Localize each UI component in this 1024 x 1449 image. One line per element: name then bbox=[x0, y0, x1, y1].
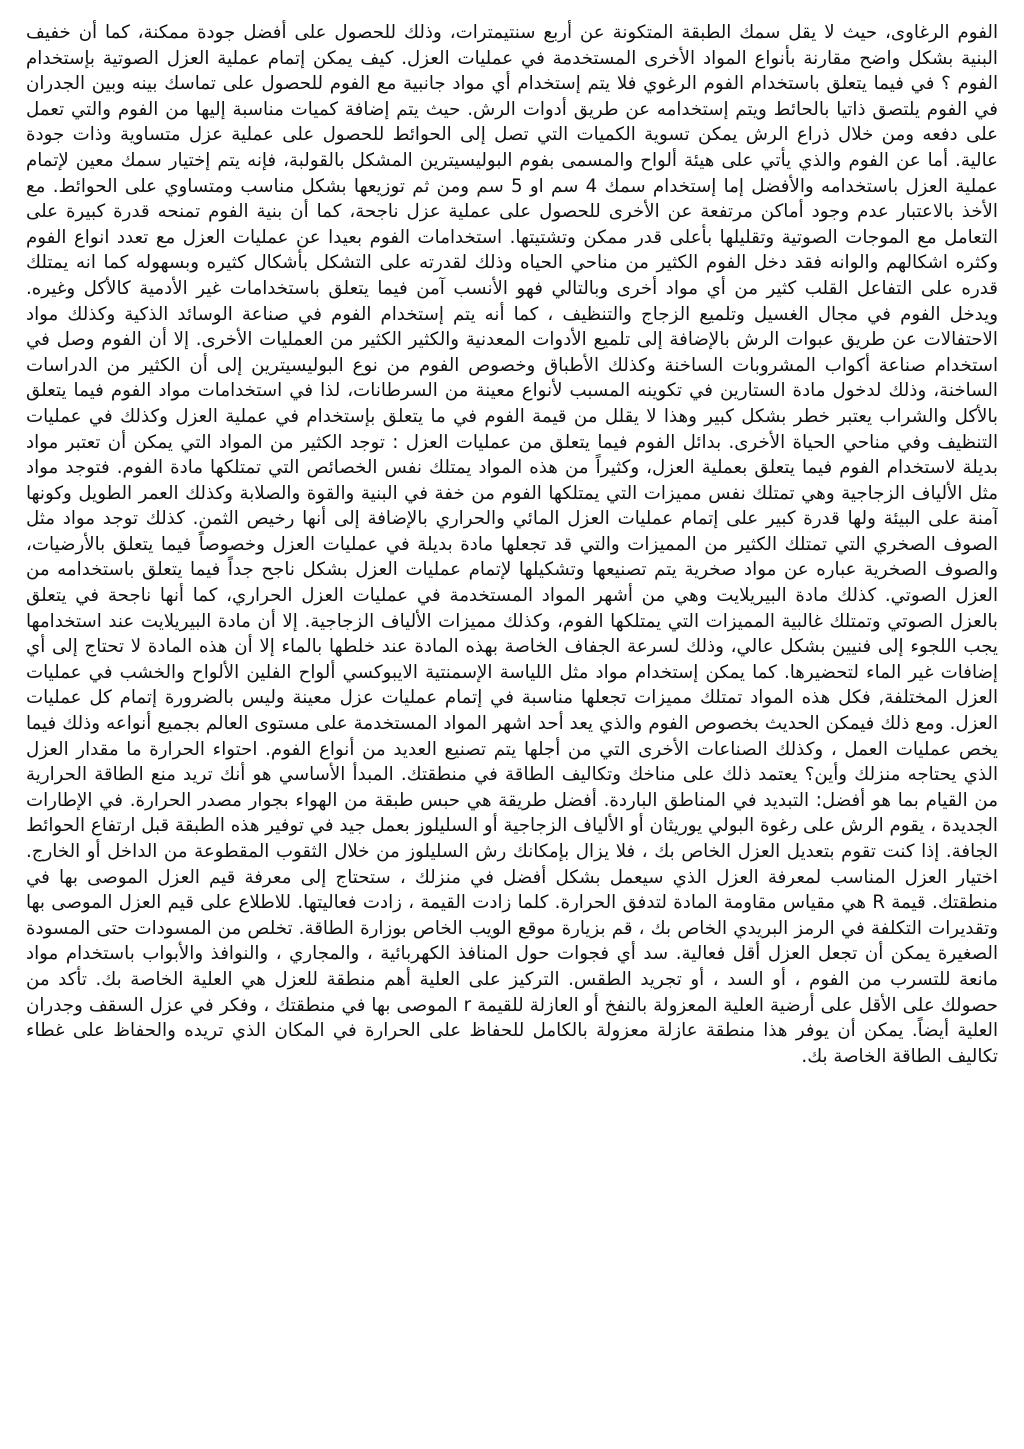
body-paragraph: الفوم الرغاوى، حيث لا يقل سمك الطبقة المتكونة عن أربع سنتيمترات، وذلك للحصول على أفضل جودة ممكنة، كما أن خفيف البنية بشكل واضح مقارنة بأنواع المواد الأخرى المستخدمة في عمليات العزل. كيف يمكن إتمام عملية العزل الصوتية بإستخدام الفوم ؟ في فيما يتعلق باستخدام الفوم الرغوي فلا يتم إستخدام أي مواد جانبية مع الفوم للحصول على تماسك بينه وبين الجدران في الفوم يلتصق ذاتيا بالحائط ويتم إستخدامه عن طريق أدوات الرش. حيث يتم إضافة كميات مناسبة إليها من الفوم والتي تعمل على دفعه ومن خلال ذراع الرش يمكن تسوية الكميات التي تصل إلى الحوائط للحصول على عملية عزل متساوية وذات جودة عالية. أما عن الفوم والذي يأتي على هيئة ألواح والمسمى بفوم البوليسيترين المشكل بالقولبة، فإنه يتم إختيار سمك معين لإتمام عملية العزل باستخدامه والأفضل إما إستخدام سمك 4 سم او 5 سم ومن ثم توزيعها بشكل مناسب ومتساوي على الحوائط. مع الأخذ بالاعتبار عدم وجود أماكن مرتفعة عن الأخرى للحصول على عملية عزل ناجحة، كما أن بنية الفوم تمنحه قدرة كبيرة على التعامل مع الموجات الصوتية وتقليلها بأعلى قدر ممكن وتشتيتها. استخدامات الفوم بعيدا عن عمليات العزل مع تعدد انواع الفوم وكثره اشكالهم والوانه فقد دخل الفوم الكثير من مناحي الحياه وذلك لقدرته على التشكل بأشكال كثيره وبسهوله كما انه يمتلك قدره على التفاعل القلب كثير من أي مواد أخرى وبالتالي فهو الأنسب آمن فيما يتعلق باستخدامات غير الأدمية كالأكل وغيره. ويدخل الفوم في مجال الغسيل وتلميع الزجاج والتنظيف ، كما أنه يتم إستخدام الفوم في صناعة الوسائد الذكية وكذلك مواد الاحتفالات عن طريق عبوات الرش بالإضافة إلى تلميع الأدوات المعدنية والكثير الكثير من العمليات الأخرى. إلا أن الفوم وصل في استخدام صناعة أكواب المشروبات الساخنة وكذلك الأطباق وخصوص الفوم من نوع البوليسيترين إلى أن الكثير من الدراسات الساخنة، وذلك لدخول مادة الستارين في تكوينه المسبب لأنواع معينة من السرطانات، لذا في استخدامات مواد الفوم فيما يتعلق بالأكل والشراب يعتبر خطر بشكل كبير وهذا لا يقلل من قيمة الفوم في ما يتعلق بإستخدام في عملية العزل وكذلك في عمليات التنظيف وفي مناحي الحياة الأخرى. بدائل الفوم فيما يتعلق من عمليات العزل : توجد الكثير من المواد التي يمكن أن تعتبر مواد بديلة لاستخدام الفوم فيما يتعلق بعملية العزل، وكثيراً من هذه المواد يمتلك نفس الخصائص التي تمتلكها مادة الفوم. فتوجد مواد مثل الألياف الزجاجية وهي تمتلك نفس مميزات التي يمتلكها الفوم من خفة في البنية والقوة والصلابة وكذلك العمر الطويل وكونها آمنة على البيئة ولها قدرة كبير على إتمام عمليات العزل المائي والحراري بالإضافة إلى أنها رخيص الثمن. كذلك توجد مواد مثل الصوف الصخري التي تمتلك الكثير من المميزات والتي قد تجعلها مادة بديلة في عمليات العزل وخصوصاً فيما يتعلق بالأرضيات، والصوف الصخرية عباره عن مواد صخرية يتم تصنيعها وتشكيلها لإتمام عمليات العزل بشكل ناجح جداً فيما يتعلق باستخدامه من العزل الصوتي. كذلك مادة البيريلايت وهي من أشهر المواد المستخدمة في عمليات العزل الحراري، كما أنها ناجحة في يتعلق بالعزل الصوتي وتمتلك غالبية المميزات التي يمتلكها الفوم، وكذلك مميزات الألياف الزجاجية. إلا أن مادة البيريلايت عند استخدامها يجب اللجوء إلى فنيين بشكل عالي، وذلك لسرعة الجفاف الخاصة بهذه المادة عند خلطها بالماء إلا أن هذه المادة لا تحتاج إلى أي إضافات غير الماء لتحضيرها. كما يمكن إستخدام مواد مثل اللياسة الإسمنتية الايبوكسي ألواح الفلين الألواح والخشب في عمليات العزل المختلفة, فكل هذه المواد تمتلك مميزات تجعلها مناسبة في إتمام عمليات عزل معينة وليس بالضرورة إتمام كل عمليات العزل. ومع ذلك فيمكن الحديث بخصوص الفوم والذي يعد أحد اشهر المواد المستخدمة على مستوى العالم بجميع أنواعه وذلك فيما يخص عمليات العمل ، وكذلك الصناعات الأخرى التي من أجلها يتم تصنيع العديد من أنواع الفوم. احتواء الحرارة ما مقدار العزل الذي يحتاجه منزلك وأين؟ يعتمد ذلك على مناخك وتكاليف الطاقة في منطقتك. المبدأ الأساسي هو أنك تريد منع الطاقة الحرارية من القيام بما هو أفضل: التبديد في المناطق الباردة. أفضل طريقة هي حبس طبقة من الهواء بجوار مصدر الحرارة. في الإطارات الجديدة ، يقوم الرش على رغوة البولي يوريثان أو الألياف الزجاجية أو السليلوز بعمل جيد في توفير هذه الطبقة قبل ارتفاع الحوائط الجافة. إذا كنت تقوم بتعديل العزل الخاص بك ، فلا يزال بإمكانك رش السليلوز من خلال الثقوب المقطوعة من الداخل أو الخارج. اختيار العزل المناسب لمعرفة العزل الذي سيعمل بشكل أفضل في منزلك ، ستحتاج إلى معرفة قيم العزل الموصى بها في منطقتك. قيمة R هي مقياس مقاومة المادة لتدفق الحرارة. كلما زادت القيمة ، زادت فعاليتها. للاطلاع على قيم العزل الموصى بها وتقديرات التكلفة في الرمز البريدي الخاص بك ، قم بزيارة موقع الويب الخاص بوزارة الطاقة. تخلص من المسودات حتى المسودة الصغيرة يمكن أن تجعل العزل أقل فعالية. سد أي فجوات حول المنافذ الكهربائية ، والمجاري ، والنوافذ والأبواب باستخدام مواد مانعة للتسرب من الفوم ، أو السد ، أو تجريد الطقس. التركيز على العلية أهم منطقة للعزل هي العلية الخاصة بك. تأكد من حصولك على الأقل على أرضية العلية المعزولة بالنفخ أو العازلة للقيمة r الموصى بها في منطقتك ، وفكر في عزل السقف وجدران العلية أيضاً. يمكن أن يوفر هذا منطقة عازلة معزولة بالكامل للحفاظ على الحرارة في المكان الذي تريده والحفاظ على غطاء تكاليف الطاقة الخاصة بك. bbox=[26, 22, 998, 1067]
document-page bbox=[26, 20, 998, 1439]
